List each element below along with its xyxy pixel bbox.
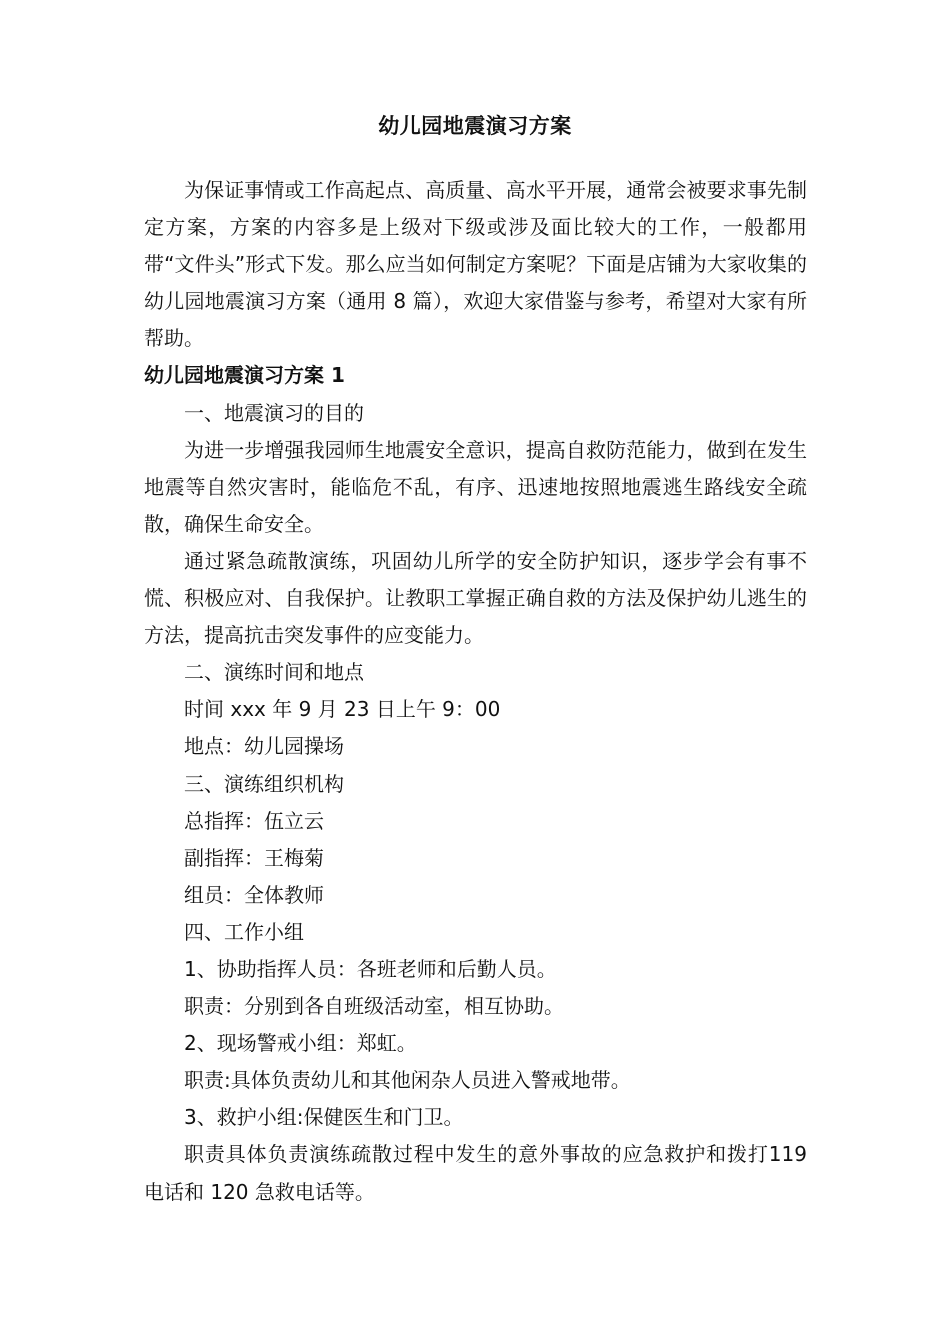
members-line: 组员：全体教师 bbox=[184, 882, 324, 907]
intro-paragraph: 为保证事情或工作高起点、高质量、高水平开展，通常会被要求事先制定方案，方案的内容多是上级对下级或涉及面比较大的工作，一般都用带“文件头”形式下发。那么应当如何制定方案呢？下面是店铺为大家收集的幼儿园地震演习方案（通用 8 篇），欢迎大家借鉴与参考，希望对大家有所帮助。 bbox=[144, 178, 807, 351]
time-line: 时间 xxx 年 9 月 23 日上午 9：00 bbox=[184, 697, 501, 722]
heading-work-groups: 四、工作小组 bbox=[184, 919, 304, 944]
place-line: 地点：幼儿园操场 bbox=[184, 734, 344, 759]
group-1-line: 1、协助指挥人员：各班老师和后勤人员。 bbox=[184, 956, 557, 981]
heading-time-place: 二、演练时间和地点 bbox=[184, 660, 364, 685]
purpose-paragraph-1: 为进一步增强我园师生地震安全意识，提高自救防范能力，做到在发生地震等自然灾害时，能临危不乱，有序、迅速地按照地震逃生路线安全疏散，确保生命安全。 bbox=[144, 437, 807, 536]
group-1-duty: 职责：分别到各自班级活动室，相互协助。 bbox=[184, 994, 564, 1019]
group-3-line: 3、救护小组:保健医生和门卫。 bbox=[184, 1105, 464, 1130]
group-3-duty: 职责具体负责演练疏散过程中发生的意外事故的应急救护和拨打119 电话和 120 急救电话等。 bbox=[144, 1142, 807, 1204]
deputy-commander-line: 副指挥：王梅菊 bbox=[184, 845, 324, 870]
document-title: 幼儿园地震演习方案 bbox=[378, 114, 572, 138]
group-2-line: 2、现场警戒小组：郑虹。 bbox=[184, 1031, 417, 1056]
document-body bbox=[144, 172, 807, 1211]
purpose-paragraph-2: 通过紧急疏散演练，巩固幼儿所学的安全防护知识，逐步学会有事不慌、积极应对、自我保护。让教职工掌握正确自救的方法及保护幼儿逃生的方法，提高抗击突发事件的应变能力。 bbox=[144, 548, 807, 648]
section-heading: 幼儿园地震演习方案 1 bbox=[144, 363, 345, 388]
group-2-duty: 职责:具体负责幼儿和其他闲杂人员进入警戒地带。 bbox=[184, 1068, 631, 1093]
heading-purpose: 一、地震演习的目的 bbox=[184, 400, 364, 425]
commander-line: 总指挥：伍立云 bbox=[184, 808, 324, 833]
heading-organization: 三、演练组织机构 bbox=[184, 771, 344, 796]
